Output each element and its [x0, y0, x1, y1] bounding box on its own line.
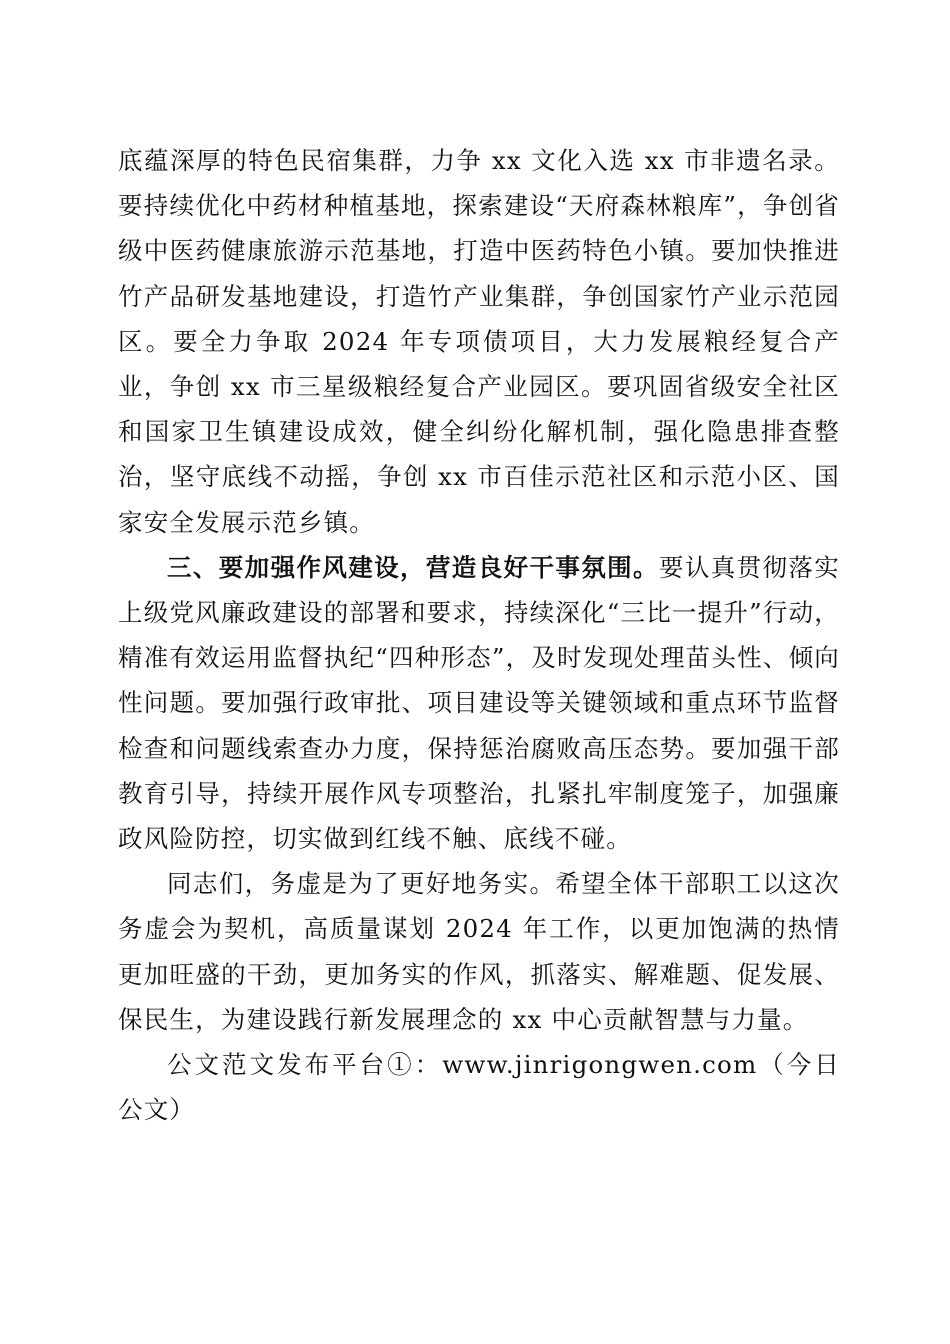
source-note-text: 公文范文发布平台①：www.jinrigongwen.com（今日公文）: [118, 1050, 840, 1125]
paragraph-section-three: [118, 545, 840, 861]
paragraph-continuation: [118, 138, 840, 545]
document-body: [118, 138, 840, 1132]
paragraph-source-note: [118, 1042, 840, 1132]
paragraph-text: 底蕴深厚的特色民宿集群，力争 xx 文化入选 xx 市非遗名录。要持续优化中药材种植基地，探索建设“天府森林粮库”，争创省级中医药健康旅游示范基地，打造中医药特色小镇。要加快推进竹产品研发基地建设，打造竹产业集群，争创国家竹产业示范园区。要全力争取 2024 年专项债项目，大力发展粮经复合产业，争创 xx 市三星级粮经复合产业园区。要巩固省级安全社区和国家卫生镇建设成效，健全纠纷化解机制，强化隐患排查整治，坚守底线不动摇，争创 xx 市百佳示范社区和示范小区、国家安全发展示范乡镇。: [118, 146, 840, 537]
section-heading: 三、要加强作风建设，营造良好干事氛围。: [167, 552, 659, 582]
paragraph-text: 同志们，务虚是为了更好地务实。希望全体干部职工以这次务虚会为契机，高质量谋划 2024 年工作，以更加饱满的热情更加旺盛的干劲，更加务实的作风，抓落实、解难题、促发展、保民生，为建设践行新发展理念的 xx 中心贡献智慧与力量。: [118, 869, 840, 1034]
paragraph-text: 要认真贯彻落实上级党风廉政建设的部署和要求，持续深化“三比一提升”行动，精准有效运用监督执纪“四种形态”，及时发现处理苗头性、倾向性问题。要加强行政审批、项目建设等关键领域和重点环节监督检查和问题线索查办力度，保持惩治腐败高压态势。要加强干部教育引导，持续开展作风专项整治，扎紧扎牢制度笼子，加强廉政风险防控，切实做到红线不触、底线不碰。: [118, 552, 840, 854]
paragraph-closing: [118, 861, 840, 1042]
